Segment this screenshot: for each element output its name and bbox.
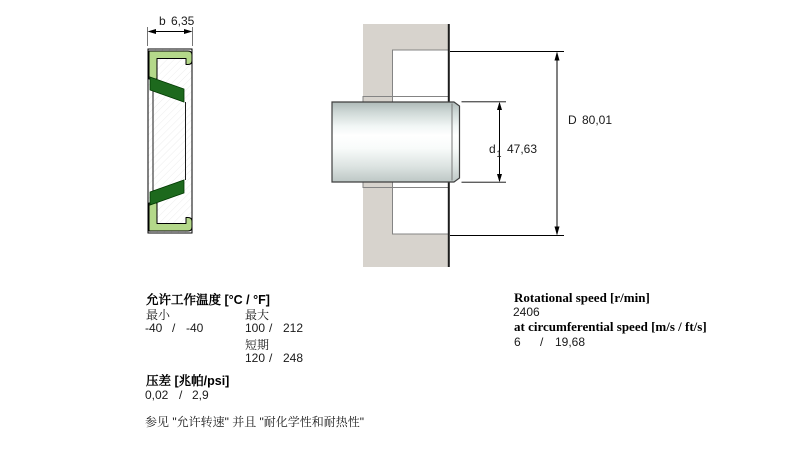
dim-b-arrow-left: [148, 29, 157, 34]
slash-separator: /: [179, 388, 183, 402]
circumferential-speed-header: at circumferential speed [m/s / ft/s]: [514, 319, 707, 334]
temperature-short-f: 248: [283, 351, 304, 365]
slash-separator: /: [172, 321, 176, 335]
circumferential-speed-ms: 6: [514, 335, 521, 349]
dim-D-arrow-up: [555, 52, 560, 61]
temperature-max-c: 100: [245, 321, 266, 335]
shaft-housing-drawing: [325, 15, 617, 283]
dim-b: [148, 14, 195, 46]
temperature-min-c: -40: [145, 321, 163, 335]
dim-D-arrow-down: [555, 227, 560, 236]
dim-d1: [462, 102, 538, 182]
slash-separator: /: [269, 351, 273, 365]
circumferential-speed-fts: 19,68: [555, 335, 586, 349]
dim-D-label: D: [568, 113, 577, 127]
dim-b-value: 6,35: [171, 14, 195, 28]
pressure-psi: 2,9: [192, 388, 209, 402]
temperature-min-label: 最小: [146, 308, 171, 322]
see-also-note: 参见 "允许转速" 并且 "耐化学性和耐热性": [145, 415, 365, 429]
temperature-min-f: -40: [186, 321, 204, 335]
temperature-header: 允许工作温度 [°C / °F]: [146, 293, 270, 307]
dim-D-value: 80,01: [582, 113, 613, 127]
dim-d1-subscript: 1: [496, 149, 502, 159]
shaft: [332, 102, 460, 182]
temperature-short-term-label: 短期: [245, 338, 270, 352]
slash-separator: /: [269, 321, 273, 335]
temperature-short-c: 120: [245, 351, 266, 365]
dim-d1-arrow-up: [497, 102, 502, 110]
rotational-speed-value: 2406: [513, 305, 540, 319]
dim-d1-arrow-down: [497, 174, 502, 182]
rotational-speed-header: Rotational speed [r/min]: [514, 290, 650, 305]
dim-b-label: b: [159, 14, 166, 28]
dim-d1-label: d: [489, 142, 496, 156]
temperature-max-label: 最大: [245, 308, 270, 322]
housing-bore-recess-lower: [393, 182, 449, 235]
housing-bore-recess-upper: [393, 50, 449, 103]
dim-d1-value: 47,63: [507, 142, 538, 156]
seal-cross-section-drawing: [140, 8, 230, 240]
slash-separator: /: [540, 335, 544, 349]
temperature-max-f: 212: [283, 321, 304, 335]
pressure-mpa: 0,02: [145, 388, 169, 402]
dim-b-arrow-right: [184, 29, 193, 34]
pressure-header: 压差 [兆帕/psi]: [146, 374, 230, 388]
